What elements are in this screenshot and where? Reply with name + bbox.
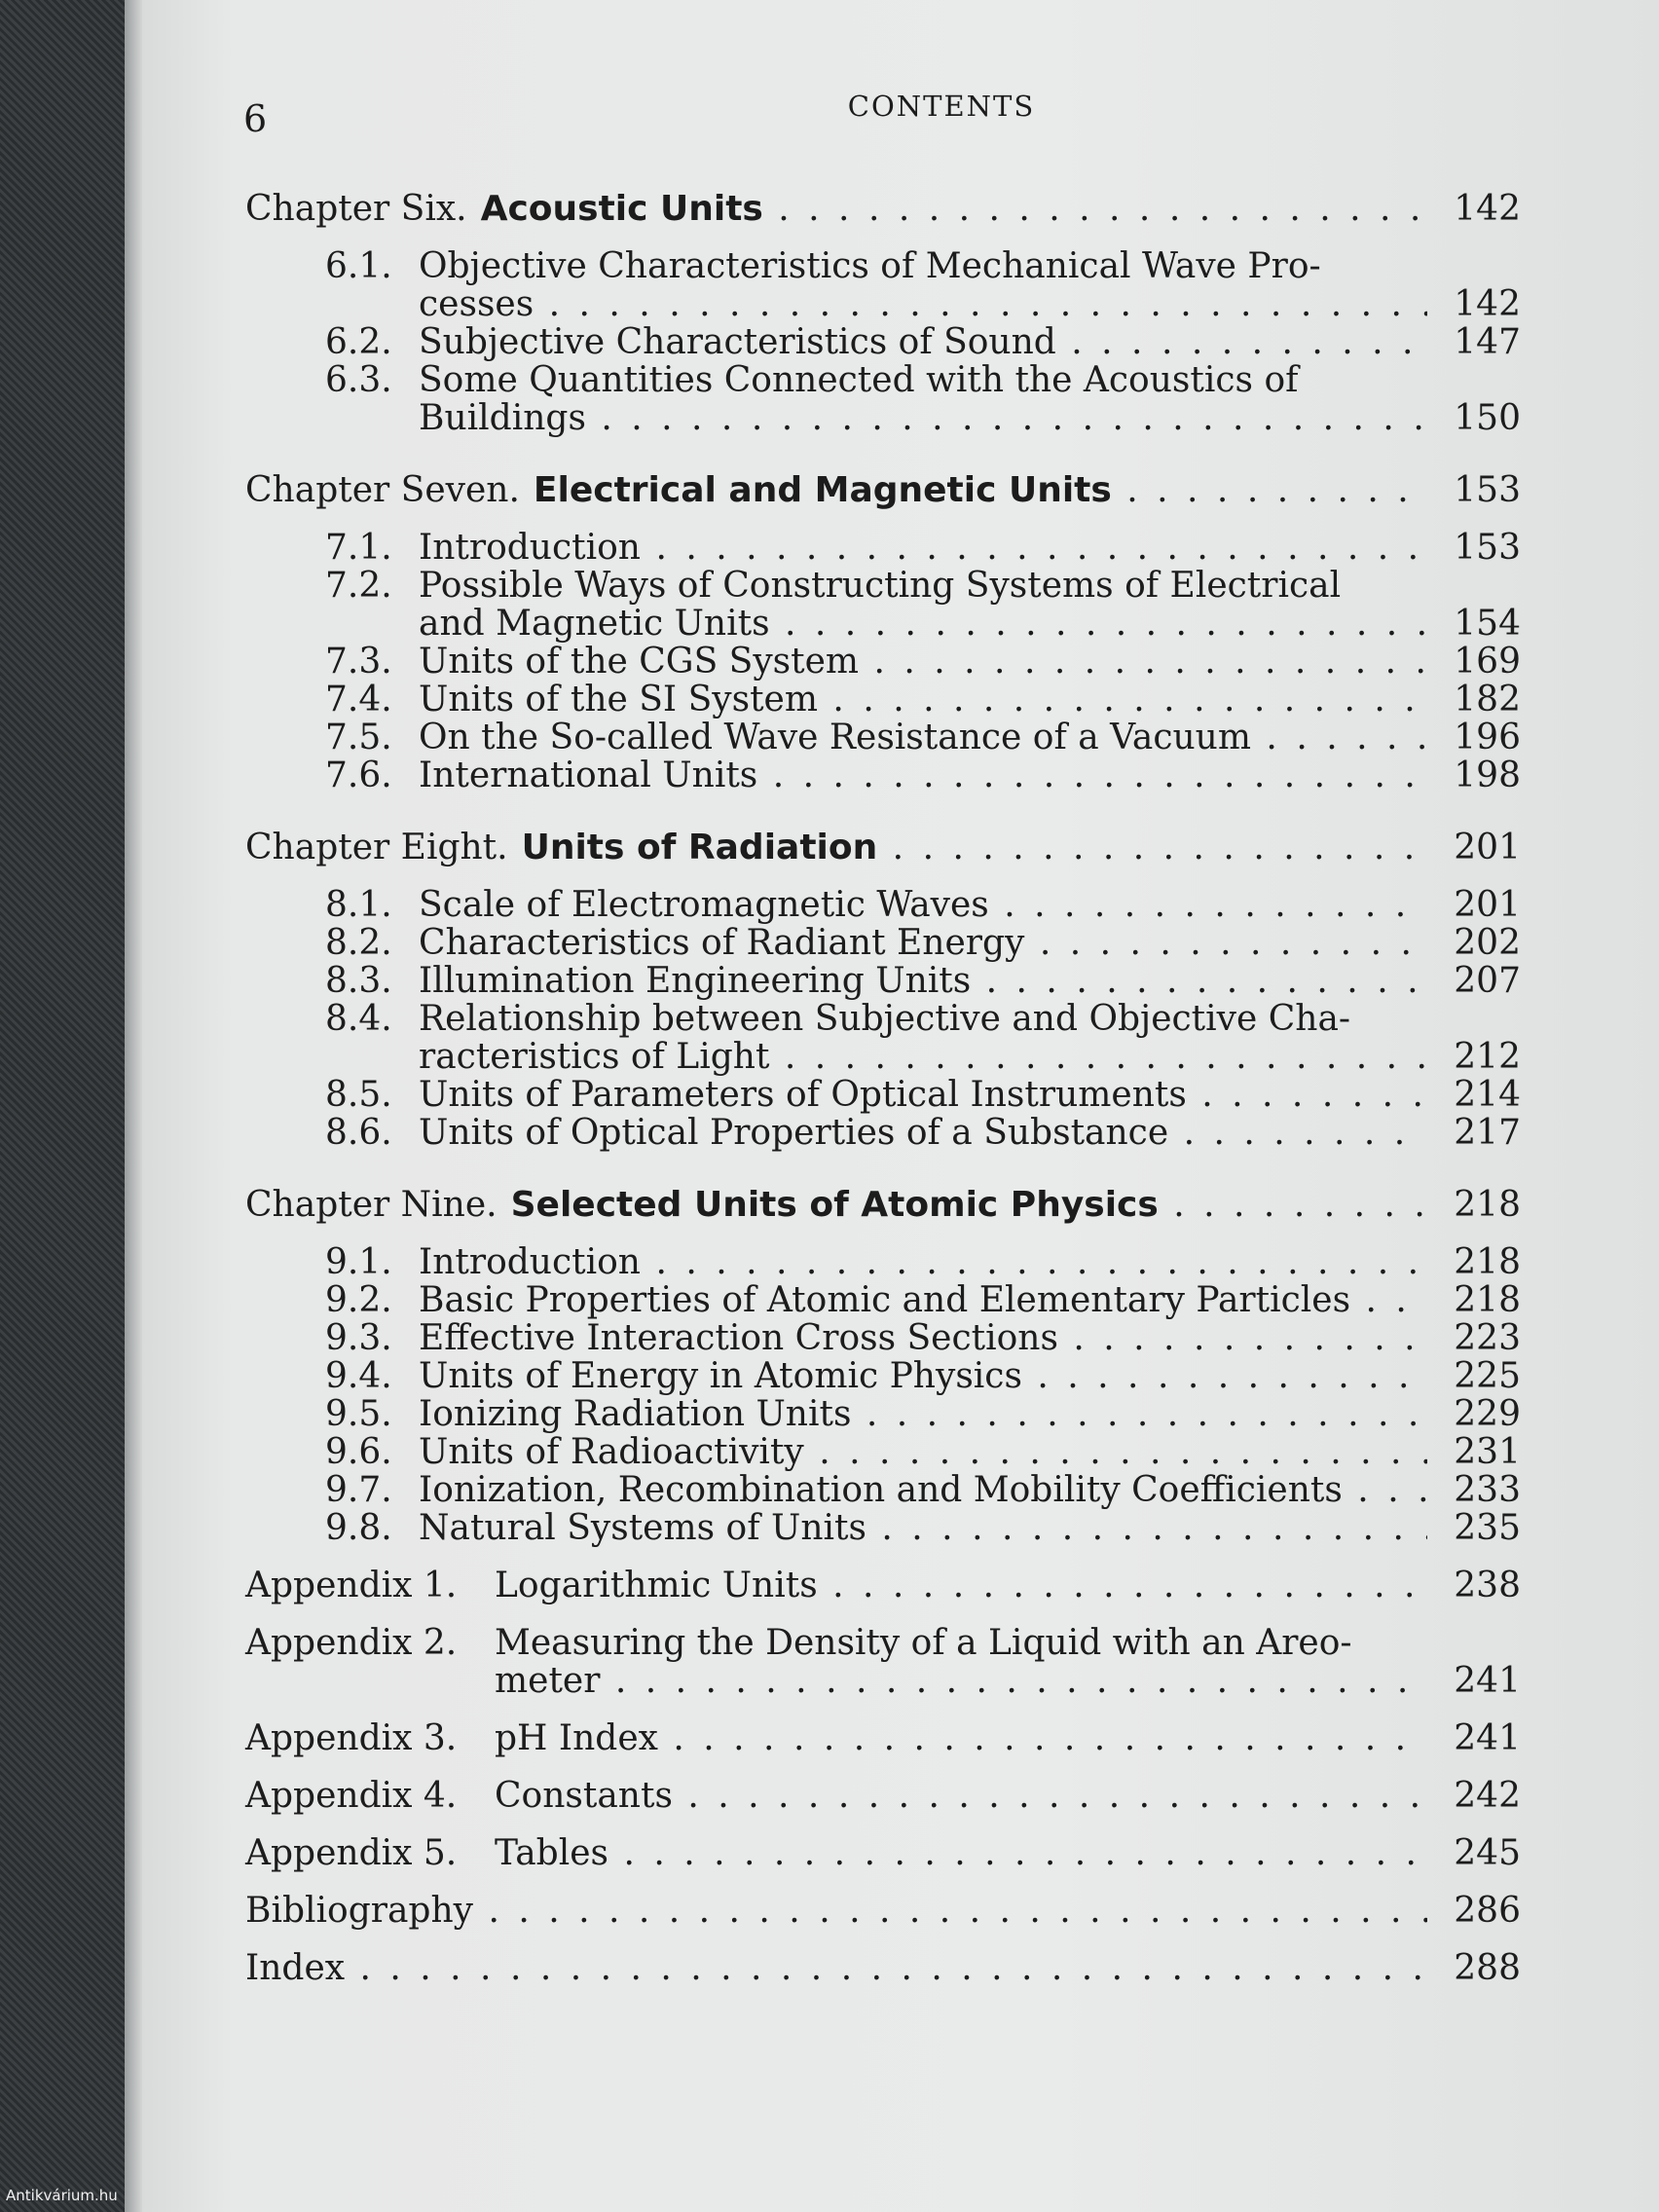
section-title: International Units (419, 756, 758, 794)
chapter-label: Chapter Seven. (245, 471, 520, 509)
section-entry (245, 1281, 1521, 1319)
section-entry (245, 1395, 1521, 1433)
section-entry (245, 1076, 1521, 1114)
section-page: 218 (1454, 1242, 1521, 1282)
section-continuation (245, 399, 1521, 437)
appendix-page: 245 (1454, 1833, 1521, 1873)
section-number: 8.5. (325, 1075, 392, 1115)
section-number: 8.3. (325, 961, 392, 1001)
section-title-cont: cesses (419, 285, 535, 323)
section-title: Scale of Electromagnetic Waves (419, 886, 989, 924)
section-page: 212 (1454, 1037, 1521, 1077)
section-page: 225 (1454, 1356, 1521, 1396)
section-entry (245, 567, 1521, 605)
section-entry (245, 247, 1521, 285)
section-page: 223 (1454, 1318, 1521, 1358)
section-entry (245, 756, 1521, 794)
section-entry (245, 361, 1521, 399)
section-page: 214 (1454, 1075, 1521, 1115)
section-entry (245, 1433, 1521, 1471)
section-number: 7.2. (325, 566, 392, 606)
table-of-contents (245, 185, 1521, 1987)
section-number: 6.1. (325, 246, 392, 286)
section-title: Some Quantities Connected with the Acoustics of (419, 360, 1299, 400)
section-title: Units of Radioactivity (419, 1433, 804, 1471)
appendix-title: Constants (495, 1777, 673, 1815)
back-matter-title: Index (245, 1949, 346, 1987)
appendix-page: 238 (1454, 1566, 1521, 1605)
chapter-label: Chapter Nine. (245, 1186, 498, 1224)
section-entry (245, 1357, 1521, 1395)
section-title-cont: racteristics of Light (419, 1038, 770, 1076)
chapter-page: 201 (1454, 828, 1521, 867)
appendix-label: Appendix 3. (245, 1718, 458, 1758)
section-title: Units of the CGS System (419, 643, 860, 681)
running-head: CONTENTS (847, 90, 1036, 123)
section-page: 153 (1454, 528, 1521, 568)
section-number: 9.2. (325, 1280, 392, 1320)
section-page: 154 (1454, 604, 1521, 644)
chapter-entry (245, 185, 1521, 228)
watermark: Antikvárium.hu (6, 2187, 118, 2204)
section-entry (245, 924, 1521, 962)
section-entry (245, 643, 1521, 681)
section-entry (245, 1243, 1521, 1281)
appendix-label: Appendix 5. (245, 1833, 458, 1873)
chapter-title: Selected Units of Atomic Physics (510, 1186, 1159, 1224)
section-number: 8.2. (325, 923, 392, 963)
section-page: 229 (1454, 1394, 1521, 1434)
section-title-cont: Buildings (419, 399, 586, 437)
chapter-entry (245, 824, 1521, 866)
section-entry (245, 1000, 1521, 1038)
section-title: Characteristics of Radiant Energy (419, 924, 1025, 962)
chapter-page: 153 (1454, 470, 1521, 510)
section-number: 9.3. (325, 1318, 392, 1358)
section-entry (245, 323, 1521, 361)
section-title: Subjective Characteristics of Sound (419, 323, 1056, 361)
appendix-title: Measuring the Density of a Liquid with an Areo- (495, 1623, 1352, 1663)
section-number: 9.5. (325, 1394, 392, 1434)
section-title: Basic Properties of Atomic and Elementary Particles (419, 1281, 1351, 1319)
page-number: 6 (243, 97, 268, 140)
chapter-entry (245, 466, 1521, 509)
section-title: Introduction (419, 529, 641, 567)
back-matter-page: 288 (1454, 1948, 1521, 1988)
chapter-title: Electrical and Magnetic Units (533, 471, 1112, 509)
chapter-page: 142 (1454, 189, 1521, 229)
section-page: 196 (1454, 718, 1521, 757)
appendix-title: pH Index (495, 1719, 658, 1757)
section-entry (245, 529, 1521, 567)
section-continuation (245, 285, 1521, 323)
section-number: 7.1. (325, 528, 392, 568)
section-title: Units of Parameters of Optical Instruments (419, 1076, 1187, 1114)
appendix-entry (245, 1624, 1521, 1662)
section-entry (245, 1471, 1521, 1509)
appendix-page: 242 (1454, 1776, 1521, 1816)
section-entry (245, 1509, 1521, 1547)
appendix-title: Tables (495, 1834, 609, 1872)
appendix-label: Appendix 2. (245, 1623, 458, 1663)
section-title: Ionization, Recombination and Mobility Coefficients (419, 1471, 1343, 1509)
section-page: 169 (1454, 642, 1521, 682)
section-page: 207 (1454, 961, 1521, 1001)
section-page: 217 (1454, 1113, 1521, 1153)
section-title: Introduction (419, 1243, 641, 1281)
chapter-label: Chapter Six. (245, 190, 467, 228)
section-title: On the So-called Wave Resistance of a Vacuum (419, 719, 1251, 756)
appendix-entry (245, 1834, 1521, 1872)
section-title: Natural Systems of Units (419, 1509, 866, 1547)
section-title: Units of Optical Properties of a Substance (419, 1114, 1169, 1152)
section-number: 8.4. (325, 999, 392, 1039)
section-entry (245, 1319, 1521, 1357)
section-number: 9.8. (325, 1508, 392, 1548)
chapter-label: Chapter Eight. (245, 829, 508, 866)
section-page: 201 (1454, 885, 1521, 925)
section-page: 233 (1454, 1470, 1521, 1510)
chapter-title: Units of Radiation (521, 829, 878, 866)
section-title: Possible Ways of Constructing Systems of Electrical (419, 566, 1342, 606)
section-entry (245, 886, 1521, 924)
bibliography-entry (245, 1892, 1521, 1930)
section-title: Effective Interaction Cross Sections (419, 1319, 1058, 1357)
section-title: Objective Characteristics of Mechanical Wave Pro- (419, 246, 1321, 286)
page-edge (125, 0, 142, 2212)
section-title: Relationship between Subjective and Objective Cha- (419, 999, 1351, 1039)
section-entry (245, 681, 1521, 719)
book-spine (0, 0, 125, 2212)
section-entry (245, 719, 1521, 756)
section-entry (245, 1114, 1521, 1152)
appendix-entry (245, 1777, 1521, 1815)
appendix-page: 241 (1454, 1661, 1521, 1701)
chapter-title: Acoustic Units (480, 190, 763, 228)
section-page: 150 (1454, 398, 1521, 438)
section-number: 9.4. (325, 1356, 392, 1396)
section-number: 7.3. (325, 642, 392, 682)
section-page: 182 (1454, 680, 1521, 719)
index-entry (245, 1949, 1521, 1987)
appendix-entry (245, 1719, 1521, 1757)
appendix-entry (245, 1567, 1521, 1604)
section-continuation (245, 1038, 1521, 1076)
section-title: Units of Energy in Atomic Physics (419, 1357, 1022, 1395)
section-number: 7.5. (325, 718, 392, 757)
section-continuation (245, 605, 1521, 643)
chapter-entry (245, 1181, 1521, 1224)
appendix-page: 241 (1454, 1718, 1521, 1758)
section-title: Illumination Engineering Units (419, 962, 972, 1000)
appendix-label: Appendix 4. (245, 1776, 458, 1816)
section-number: 9.6. (325, 1432, 392, 1472)
section-page: 147 (1454, 322, 1521, 362)
section-page: 142 (1454, 284, 1521, 324)
section-page: 202 (1454, 923, 1521, 963)
section-number: 7.6. (325, 756, 392, 795)
section-number: 6.2. (325, 322, 392, 362)
back-matter-title: Bibliography (245, 1892, 473, 1930)
section-title-cont: and Magnetic Units (419, 605, 770, 643)
appendix-label: Appendix 1. (245, 1566, 458, 1605)
section-number: 8.6. (325, 1113, 392, 1153)
section-number: 6.3. (325, 360, 392, 400)
section-number: 8.1. (325, 885, 392, 925)
section-entry (245, 962, 1521, 1000)
section-number: 9.7. (325, 1470, 392, 1510)
chapter-page: 218 (1454, 1185, 1521, 1225)
appendix-title: Logarithmic Units (495, 1567, 818, 1604)
section-page: 218 (1454, 1280, 1521, 1320)
appendix-title-cont: meter (495, 1662, 601, 1700)
back-matter-page: 286 (1454, 1891, 1521, 1931)
appendix-continuation (245, 1662, 1521, 1700)
section-number: 9.1. (325, 1242, 392, 1282)
section-number: 7.4. (325, 680, 392, 719)
section-page: 198 (1454, 756, 1521, 795)
section-page: 235 (1454, 1508, 1521, 1548)
section-page: 231 (1454, 1432, 1521, 1472)
section-title: Units of the SI System (419, 681, 818, 719)
section-title: Ionizing Radiation Units (419, 1395, 852, 1433)
